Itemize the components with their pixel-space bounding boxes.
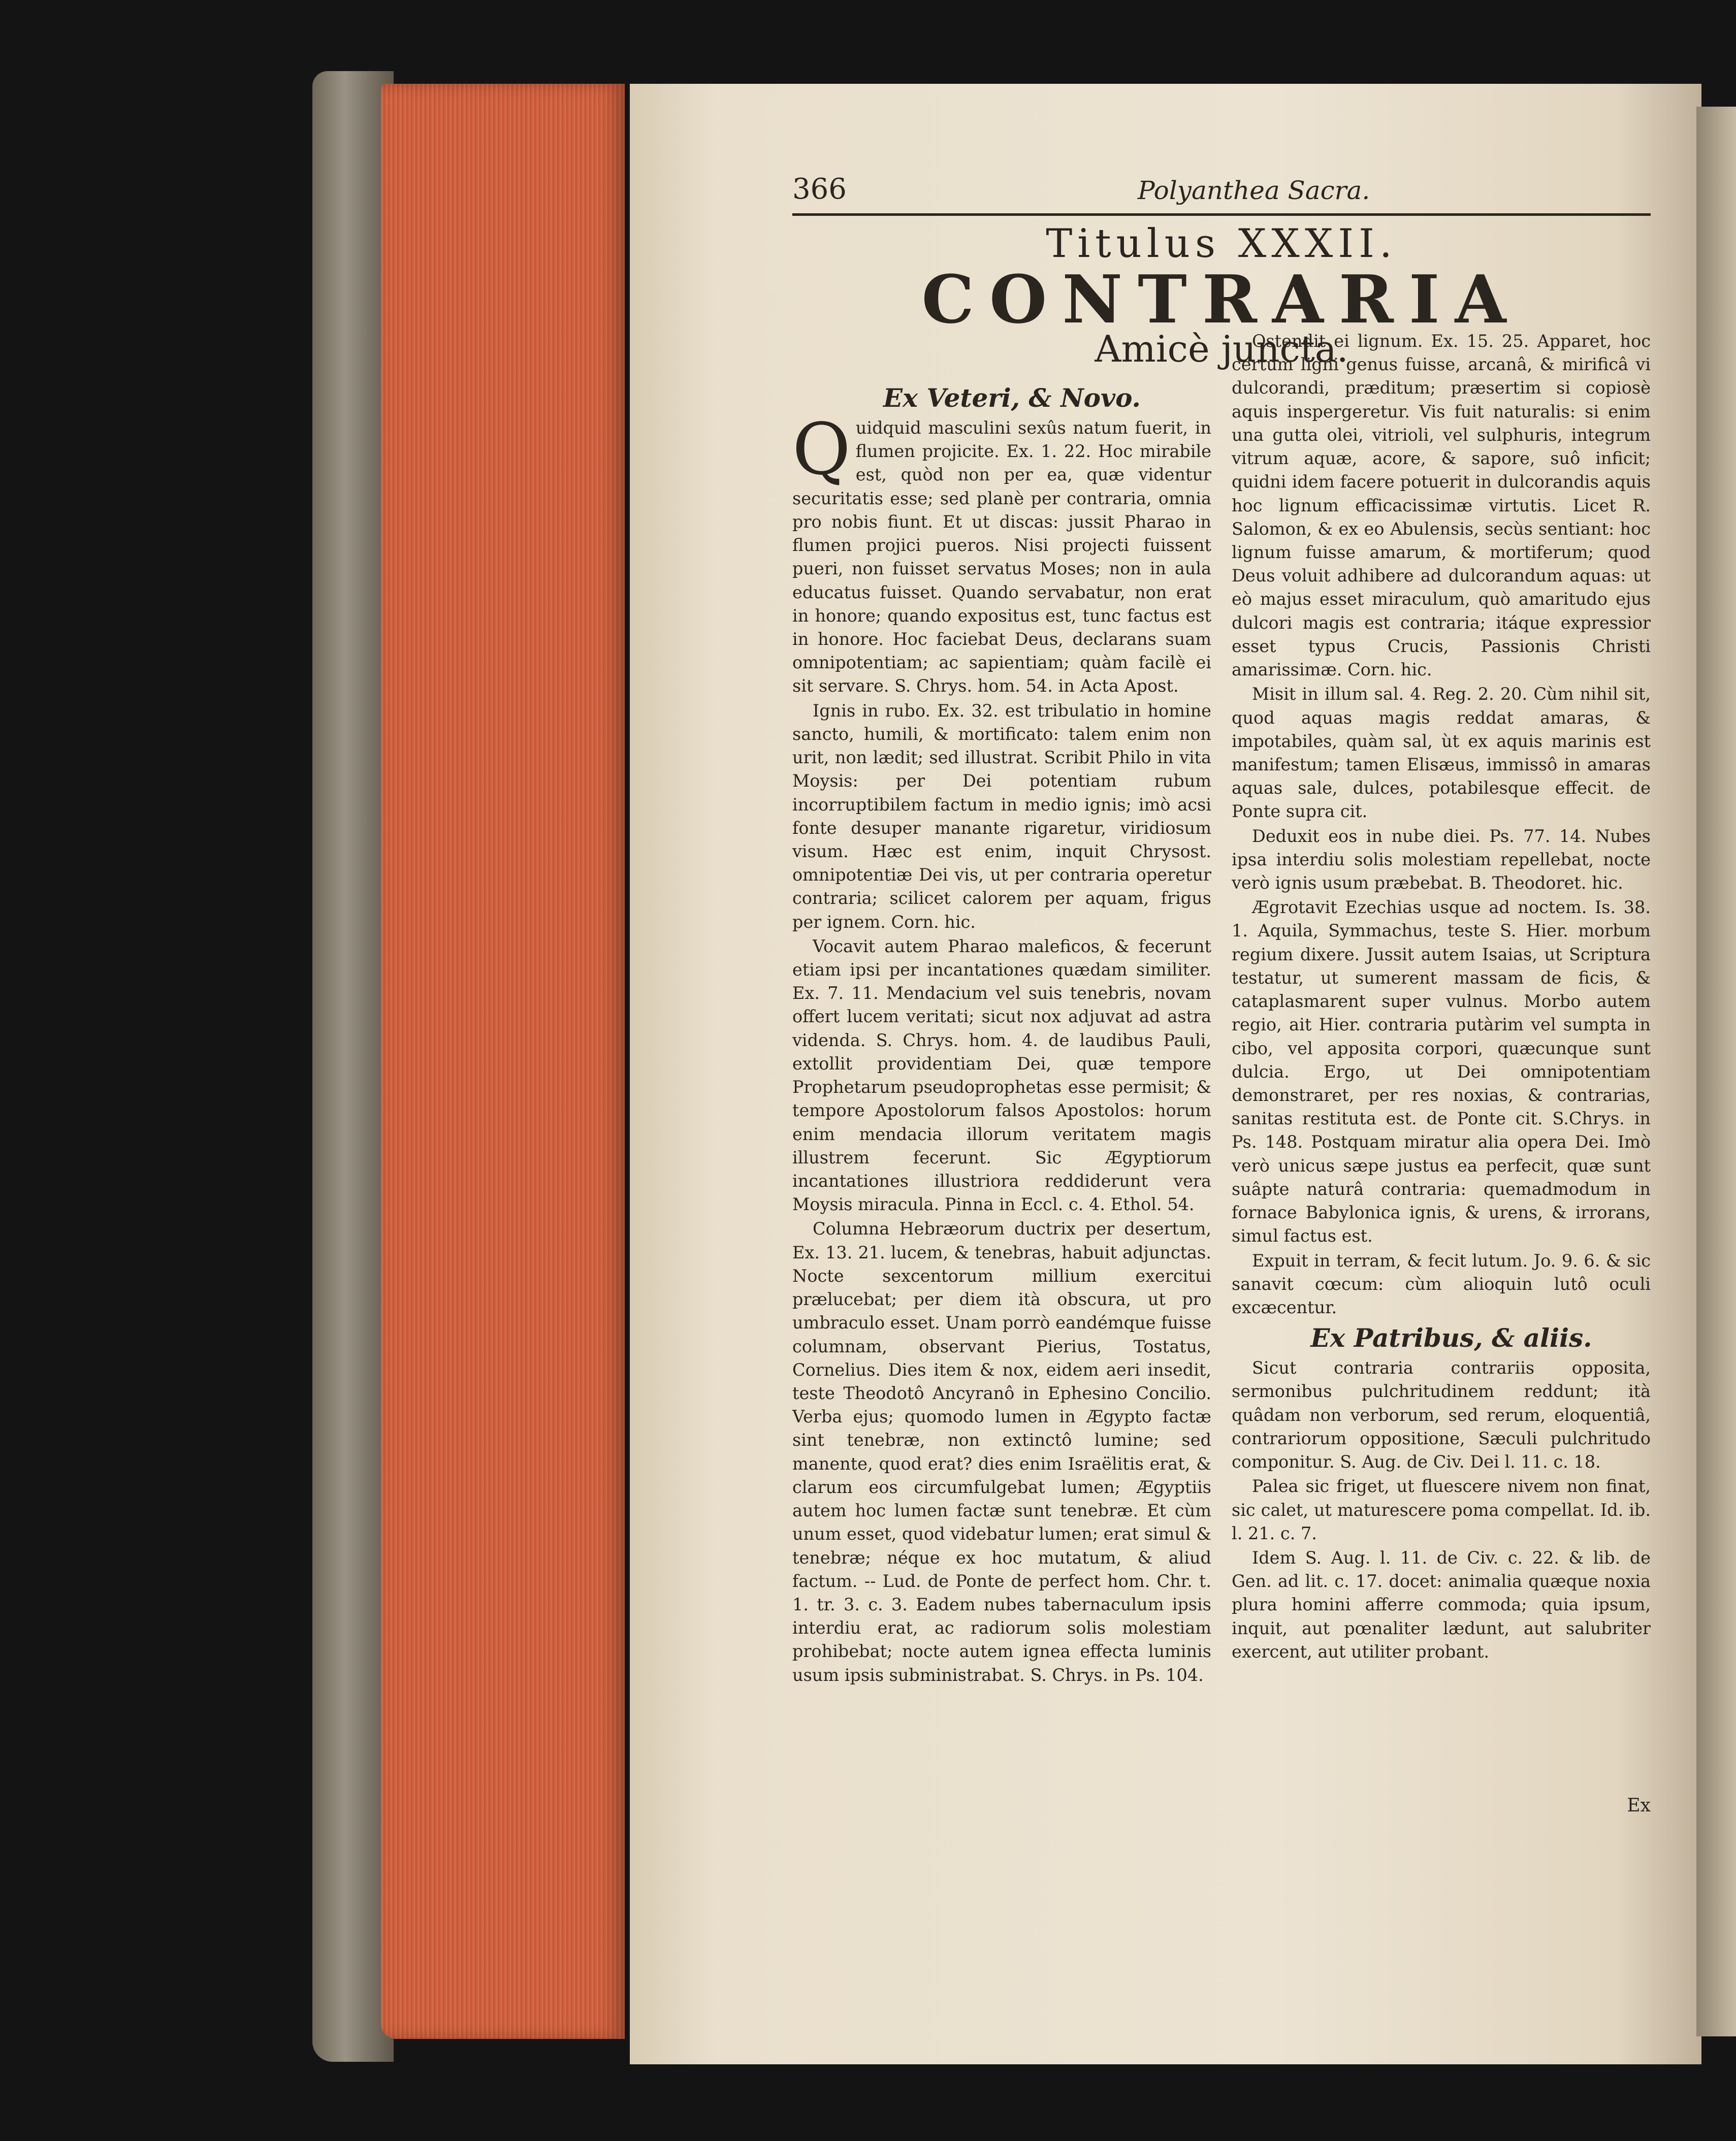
paragraph: Vocavit autem Pharao maleficos, & fecerunt etiam ipsi per incantationes quædam similiter. Ex. 7. 11. Mendacium vel suis tenebris, novam offert lucem veritati; sicut nox adjuvat ad astra videnda. S. Chrys. hom. 4. de laudibus Pauli, extollit providentiam Dei, quæ tempore Prophetarum pseudoprophetas esse permisit; & tempore Apostolorum falsos Apostolos: horum enim mendacia illorum veritatem magis illustrem fecerunt. Sic Ægyptiorum incantationes illustriora reddiderunt vera Moysis miracula. Pinna in Eccl. c. 4. Ethol. 54. — [792, 936, 1211, 1215]
page-content — [792, 173, 1651, 1816]
paragraph: Quidquid masculini sexûs natum fuerit, in flumen projicite. Ex. 1. 22. Hoc mirabile est, quòd non per ea, quæ videntur securitatis esse; sed planè per contraria, omnia pro nobis fiunt. Et ut discas: jussit Pharao in flumen projici pueros. Nisi projecti fuissent pueri, non fuisset servatus Moses; non in aula educatus fuisset. Quando servabatur, non erat in honore; quando expositus est, tunc factus est in honore. Hoc faciebat Deus, declarans suam omnipotentiam; ac sapientiam; quàm facilè ei sit servare. S. Chrys. hom. 54. in Acta Apost. — [792, 408, 1211, 696]
facing-page-edge — [1696, 107, 1736, 2036]
page-number: 366 — [792, 173, 847, 206]
paragraph: Palea sic friget, ut fluescere nivem non finat, sic calet, ut maturescere poma compellat. Id. ib. l. 21. c. 7. — [1232, 1476, 1651, 1543]
paragraph: Columna Hebræorum ductrix per desertum, Ex. 13. 21. lucem, & tenebras, habuit adjunctas. Nocte sexcentorum millium exercitui prælucebat; per diem ità obscura, ut pro umbraculo esset. Unam porrò eandémque fuisse columnam, observant Pierius, Tostatus, Cornelius. Dies item & nox, eidem aeri insedit, teste Theodotô Ancyranô in Ephesino Concilio. Verba ejus; quomodo lumen in Ægypto factæ sint tenebræ, non extinctô lumine; sed manente, quod erat? dies enim Israëlitis erat, & clarum eos circumfulgebat lumen; Ægyptiis autem hoc lumen factæ sunt tenebræ. Et cùm unum esset, quod videbatur lumen; erat simul & tenebræ; néque ex hoc mutatum, & aliud factum. -- Lud. de Ponte de perfect hom. Chr. t. 1. tr. 3. c. 3. Eadem nubes tabernaculum ipsis interdiu erat, ac radiorum solis molestiam prohibebat; nocte autem ignea effecta luminis usum ipsis subministrabat. S. Chrys. in Ps. 104. — [792, 1219, 1211, 1685]
section-heading-veteri: Ex Veteri, & Novo. — [883, 383, 1141, 413]
paragraph: Deduxit eos in nube diei. Ps. 77. 14. Nubes ipsa interdiu solis molestiam repellebat, nocte verò ignis usum præbebat. B. Theodoret. hic. — [1232, 826, 1651, 893]
paragraph: Ignis in rubo. Ex. 32. est tribulatio in homine sancto, humili, & mortificato: talem enim non urit, non lædit; sed illustrat. Scribit Philo in vita Moysis: per Dei potentiam rubum incorruptibilem factum in medio ignis; imò acsi fonte desuper manante rigaretur, viridiosum visum. Hæc est enim, inquit Chrysost. omnipotentiæ Dei vis, ut per contraria operetur contraria; scilicet calorem per aquam, frigus per ignem. Corn. hic. — [792, 700, 1211, 932]
paragraph: Ægrotavit Ezechias usque ad noctem. Is. 38. 1. Aquila, Symmachus, teste S. Hier. morbum regium dixere. Jussit autem Isaias, ut Scriptura testatur, ut sumerent massam de ficis, & cataplasmarent super vulnus. Morbo autem regio, ait Hier. contraria putàrim vel sumpta in cibo, vel apposita corpori, quæcunque sunt dulcia. Ergo, ut Dei omnipotentiam demonstraret, per res noxias, & contrarias, sanitas restituta est. de Ponte cit. S.Chrys. in Ps. 148. Postquam miratur alia opera Dei. Imò verò unicus sæpe justus ea perfecit, quæ sunt suâpte naturâ contraria: quemadmodum in fornace Babylonica ignis, & urens, & irrorans, simul factus est. — [1232, 897, 1651, 1246]
paragraph: Sicut contraria contrariis opposita, sermonibus pulchritudinem reddunt; ità quâdam non verborum, sed rerum, eloquentiâ, contrariorum oppositione, Sæculi pulchritudo componitur. S. Aug. de Civ. Dei l. 11. c. 18. — [1232, 1358, 1651, 1472]
running-title: Polyanthea Sacra. — [1138, 176, 1370, 205]
catchword: Ex — [1627, 1795, 1651, 1816]
paragraph: Ostendit ei lignum. Ex. 15. 25. Apparet, hoc certum ligni genus fuisse, arcanâ, & mirificâ vi dulcorandi, præditum; præsertim si copiosè aquis inspergeretur. Vis fuit naturalis: si enim una gutta olei, vitrioli, vel sulphuris, integrum vitrum aquæ, acore, & sapore, suô inficit; quidni idem facere potuerit in dulcorandis aquis hoc lignum efficacissimæ virtutis. Licet R. Salomon, & ex eo Abulensis, secùs sentiant: hoc lignum fuisse amarum, & mortiferum; quod Deus voluit adhibere ad dulcorandum aquas: ut eò majus esset miraculum, quò amaritudo ejus dulcori magis est contraria; itáque expressior esset typus Crucis, Passionis Christi amarissimæ. Corn. hic. — [1232, 331, 1651, 680]
paragraph: Expuit in terram, & fecit lutum. Jo. 9. 6. & sic sanavit cœcum: cùm alioquin lutô oculi excæcentur. — [1232, 1250, 1651, 1317]
paragraph: Idem S. Aug. l. 11. de Civ. c. 22. & lib. de Gen. ad lit. c. 17. docet: animalia quæque noxia plura homini afferre commoda; quia ipsum, inquit, aut pœnaliter lædunt, aut salubriter exercent, aut utiliter probant. — [1232, 1547, 1651, 1662]
paragraph: Misit in illum sal. 4. Reg. 2. 20. Cùm nihil sit, quod aquas magis reddat amaras, & impotabiles, quàm sal, ùt ex aquis marinis est manifestum; tamen Elisæus, immissô in amaras aquas sale, dulces, potabilesque effecit. de Ponte supra cit. — [1232, 684, 1651, 822]
page-header — [792, 173, 1651, 216]
drop-cap: Q — [792, 408, 851, 491]
main-title: CONTRARIA — [921, 261, 1522, 338]
right-column — [1232, 330, 1651, 1688]
red-page-edges — [381, 84, 625, 2039]
section-heading-patribus: Ex Patribus, & aliis. — [1310, 1323, 1592, 1353]
titulus-heading: Titulus XXXII. — [1046, 221, 1397, 267]
left-column — [792, 380, 1211, 1688]
subtitle: Amicè juncta. — [1095, 328, 1348, 370]
